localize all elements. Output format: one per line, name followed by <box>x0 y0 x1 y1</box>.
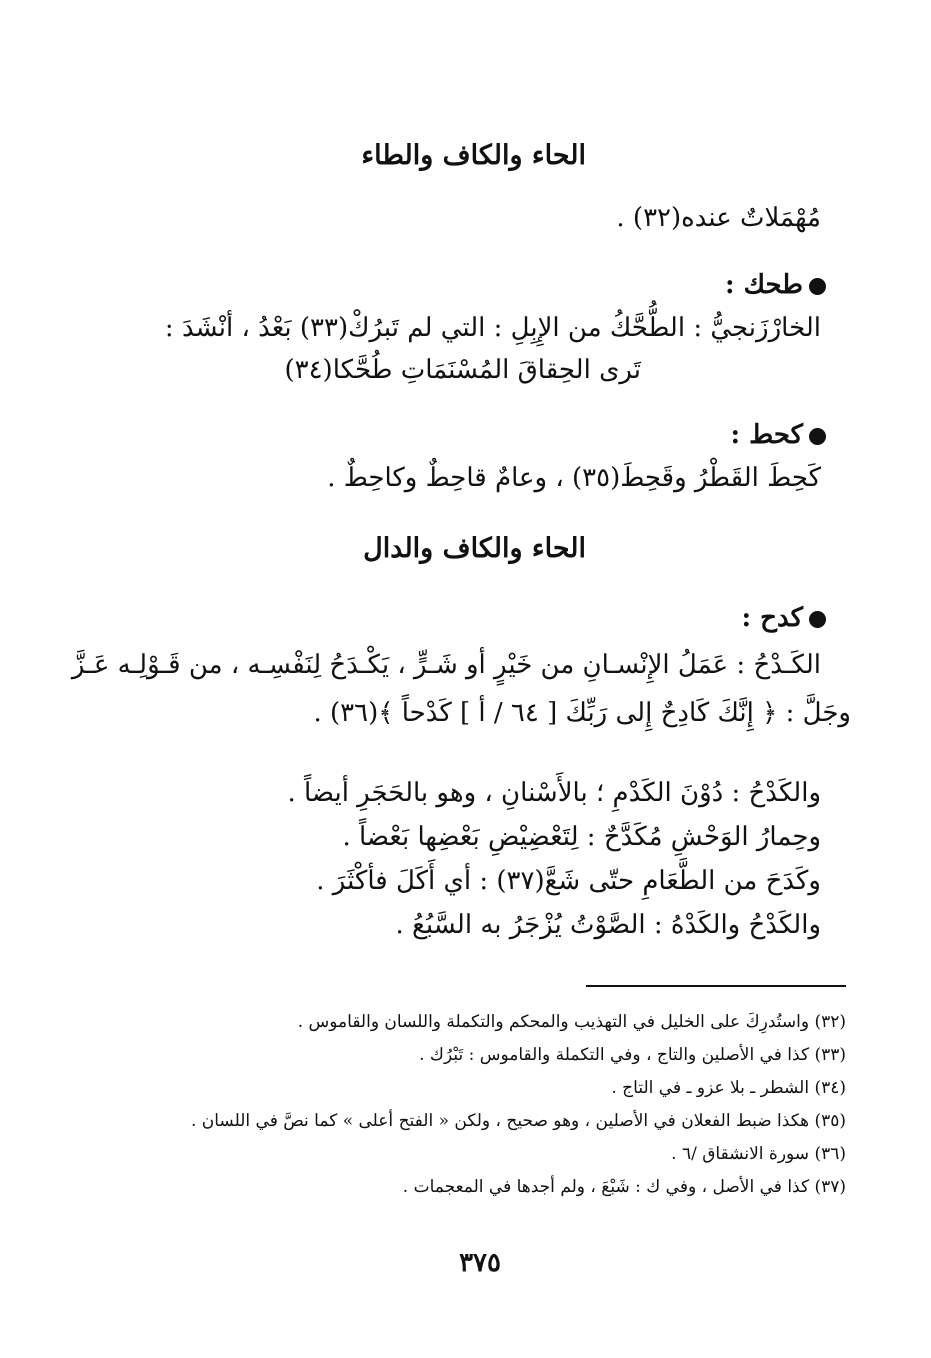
headword-kahat: كحط : <box>730 420 803 450</box>
footnote-37: (٣٧) كذا في الأصل ، وفي ك : شَبْعَ ، ولم أجدها في المعجمات . <box>402 1177 846 1197</box>
entry-kadah-line-1: الكَـدْحُ : عَمَلُ الإِنْسـانِ من خَيْرٍ أو شَـرٍّ ، يَكْـدَحُ لِنَفْسِـه ، من قَـوْلِـه عَـزَّ <box>71 650 821 680</box>
entry-tahak-verse: تَرى الحِقاقَ المُسْنَمَاتِ طُحَّكا(٣٤) <box>284 355 641 385</box>
entry-kadah-line-5: وكَدَحَ من الطَّعَامِ حتّى شَعَّ(٣٧) : أي أَكَلَ فأكْثَرَ . <box>316 866 821 896</box>
headword-tahak: طحك : <box>724 270 803 300</box>
entry-kadah-line-6: والكَدْحُ والكَدْهُ : الصَّوْتُ يُزْجَرُ به السَّبُعُ . <box>395 910 821 940</box>
footnote-34: (٣٤) الشطر ـ بلا عزو ـ في التاج . <box>611 1078 846 1098</box>
bullet-icon <box>809 428 826 445</box>
page-number: ٣٧٥ <box>459 1248 501 1278</box>
bullet-icon <box>809 278 826 295</box>
entry-kahat-line-1: كَحِطَ القَطْرُ وقَحِطَ(٣٥) ، وعامٌ قاحِطٌ وكاحِطٌ . <box>327 463 821 493</box>
footnote-separator <box>586 985 846 987</box>
bullet-icon <box>809 611 826 628</box>
headword-kadah: كدح : <box>741 603 803 633</box>
footnote-36: (٣٦) سورة الانشقاق /٦ . <box>671 1144 846 1164</box>
muhmalat-note: مُهْمَلاتٌ عنده(٣٢) . <box>616 203 821 233</box>
section-heading-hkd: الحاء والكاف والدال <box>363 533 586 564</box>
footnote-35: (٣٥) هكذا ضبط الفعلان في الأصلين ، وهو صحيح ، ولكن « الفتح أعلى » كما نصَّ في اللسان . <box>190 1111 846 1131</box>
section-heading-hkt: الحاء والكاف والطاء <box>361 140 586 171</box>
entry-tahak-line-1: الخارْزَنجيُّ : الطُّحَّكُ من الإِبِلِ : التي لم تَبرُكْ(٣٣) بَعْدُ ، أنْشَدَ : <box>164 313 821 343</box>
entry-headword-kadah <box>742 603 826 633</box>
footnote-32: (٣٢) واستُدرِكَ على الخليل في التهذيب والمحكم والتكملة واللسان والقاموس . <box>297 1012 846 1032</box>
entry-kadah-line-4: وحِمارُ الوَحْشِ مُكَدَّحٌ : لِتَعْضِيْضِ بَعْضِها بَعْضاً . <box>342 822 821 852</box>
entry-kadah-line-3: والكَدْحُ : دُوْنَ الكَدْمِ ؛ بالأَسْنانِ ، وهو بالحَجَرِ أيضاً . <box>287 778 821 808</box>
entry-headword-tahak <box>725 270 826 300</box>
footnote-33: (٣٣) كذا في الأصلين والتاج ، وفي التكملة والقاموس : تَبْرُك . <box>419 1045 846 1065</box>
entry-headword-kahat <box>731 420 827 450</box>
entry-kadah-line-2: وجَلَّ : ﴿ إِنَّكَ كَادِحٌ إِلى رَبِّكَ [ ٦٤ / أ ] كَدْحاً ﴾(٣٦) . <box>313 698 851 728</box>
